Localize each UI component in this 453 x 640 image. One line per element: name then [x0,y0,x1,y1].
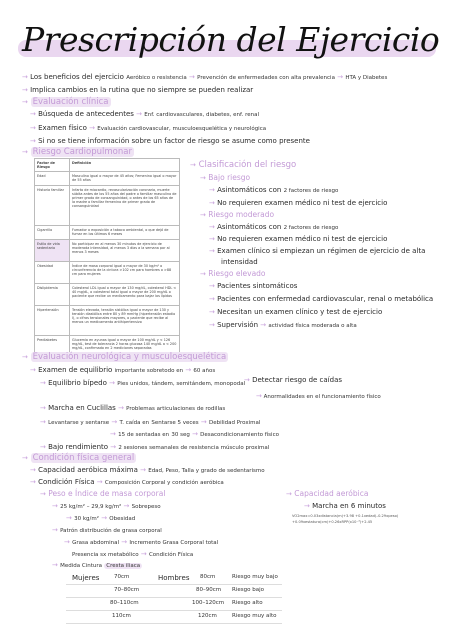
eval-item-3: → Si no se tiene información sobre un factor de riesgo se asume como presente [30,137,310,145]
peso-p1-detail: Sobrepeso [131,504,161,510]
alto-item-4-text: Supervisión [217,321,259,329]
bajo-item-2-text: No requieren examen médico ni test de ejercicio [217,199,388,207]
neuro-eq: → Equilibrio bípedo → Pies unidos, tándem, semitándem, monopodal [40,379,246,387]
neuro-eq-c-text: Detectar riesgo de caídas [252,376,343,384]
cap-c1-text: Marcha en 6 minutos [312,502,386,510]
neuro-eq-text: Equilibrio bípedo [48,379,107,387]
hombres-label: Hombres [158,574,190,582]
mod-item-3b [221,258,258,266]
table-cell: Hipertensión [35,306,70,336]
neuro-eq-c: → Detectar riesgo de caídas [244,376,343,384]
table-cell: Masculino igual o mayor de 45 años; Femenino igual o mayor de 55 años [70,172,180,186]
alto-item-1: → Pacientes sintomáticos [209,282,298,290]
neuro-m3: → 15 de sentadas en 30 seg → Desacondicionamiento físico [110,430,279,438]
table-cell: Edad [35,172,70,186]
bajo-heading: → Bajo riesgo [200,173,251,182]
cintura-divider [66,623,282,624]
alto-item-3-text: Necesitan un examen clínico y test de ejercicio [217,308,383,316]
mujeres-val-3: 110cm [112,613,131,619]
peso-p2-detail: Obesidad [109,516,136,522]
table-row [35,262,180,284]
eval-item-3-text: Si no se tiene información sobre un factor de riesgo se asume como presente [38,137,310,145]
neuro-m1-text: Marcha en Cuclillas [48,404,116,412]
page-title: Prescripción del Ejercicio [22,20,440,59]
riesgo-val-3: Riesgo muy alto [232,613,277,619]
neuro-eq-d-text: Anormalidades en el funcionamiento físico [263,394,381,400]
table-header: Factor de Riesgo [35,159,70,172]
benefits-text: Los beneficios del ejercicio [30,73,124,81]
cond-c2: → Condición Física → Composición Corporal y condición aeróbica [30,478,224,486]
table-cell: Tensión elevada, tensión sistólica igual o mayor de 130 y tensión diastólica entre 80 y 89 mmHg (hipertensión estadio I), o cifras tensionales mayores, o paciente que recibe al menos un medicamento antihipertensivo [70,306,180,336]
alto-heading-text: Riesgo elevado [208,269,266,278]
bajo-heading-text: Bajo riesgo [208,173,251,182]
peso-p3: → Patrón distribución de grasa corporal [52,526,162,534]
peso-heading: → Peso e Índice de masa corporal [40,489,166,498]
cond-heading-text: Condición física general [32,453,135,463]
peso-p6-detail: Cresta iliaca [106,563,141,569]
eval-item-2-detail: Evaluación cardiovascular, musculoesquelética y neurológica [97,126,267,132]
neuro-m4-text: Bajo rendimiento [48,443,109,451]
cond-c2-detail: Composición Corporal y condición aeróbica [104,480,224,486]
mujeres-val-0: 70cm [114,574,130,580]
alto-item-4: → Supervisión → actividad física moderada o alta [209,321,357,329]
benefits-diseases: HTA y Diabetes [345,75,388,81]
neuro-m3-c: Desacondicionamiento físico [200,432,279,438]
neuro-heading-text: Evaluación neurológica y musculoesquelética [32,352,227,362]
alto-item-2-text: Pacientes con enfermedad cardiovascular, renal o metabólica [217,295,434,303]
cintura-divider [66,584,282,585]
neuro-a-age: 60 años [193,368,216,374]
alto-item-4-detail: actividad física moderada o alta [268,323,357,329]
neuro-a: → Examen de equilibrio importante sobretodo en → 60 años [30,366,216,374]
peso-p6: → Medida Cintura Cresta iliaca [52,561,141,569]
neuro-m2: → Levantarse y sentarse → T. caída en Sentarse 5 veces → Debilidad Proximal [40,418,261,426]
hombres-val-3: 120cm [198,613,217,619]
neuro-m3-b: 30 seg [171,432,190,438]
table-cell: Fumador o exposición a tabaco ambiental, o que dejó de fumar en los últimos 6 meses [70,226,180,240]
peso-p5-text: Presencia sx metabólico [72,552,139,558]
neuro-m4: → Bajo rendimiento → 2 sesiones semanales de resistencia músculo proximal [40,443,270,451]
table-row [35,240,180,262]
table-cell: Prediabetes [35,336,70,362]
cap-heading: → Capacidad aeróbica [286,489,369,498]
peso-p4-detail: Incremento Grasa Corporal total [129,540,219,546]
mod-item-1-text: Asintomáticos con [217,223,282,231]
table-header: Definición [70,159,180,172]
eval-item-2-text: Examen físico [38,124,87,132]
eval-item-1-detail: Enf. cardiovasculares, diabetes, enf. renal [144,112,259,118]
benefits-type: Aeróbico o resistencia [126,75,187,81]
mod-item-2: → No requieren examen médico ni test de ejercicio [209,235,388,243]
eval-heading: → Evaluación clínica [22,97,109,107]
alto-item-3: → Necesitan un examen clínico y test de ejercicio [209,308,383,316]
bajo-item-1-text: Asintomáticos con [217,186,282,194]
neuro-a-detail: importante sobretodo en [114,368,184,374]
table-cell: Infarto de miocardio, revascularización coronaria, muerte súbita antes de los 55 años del padre o familiar masculino de primer grado de consanguinidad, o antes de los 65 años de la madre o familiar femenino de primer grado de consanguinidad [70,186,180,226]
cond-c2-text: Condición Física [38,478,95,486]
table-cell: Historia familiar [35,186,70,226]
hombres-val-1: 80–90cm [196,587,222,593]
table-row [35,186,180,226]
cond-c1-text: Capacidad aeróbica máxima [38,466,138,474]
table-cell: Obesidad [35,262,70,284]
mod-heading-text: Riesgo moderado [208,210,275,219]
routine-text: Implica cambios en la rutina que no siempre se pueden realizar [30,86,254,94]
peso-p4-text: Grasa abdominal [72,540,119,546]
cap-c1: → Marcha en 6 minutos [304,502,386,510]
neuro-eq-d: → Anormalidades en el funcionamiento físico [256,392,381,400]
cap-c2: VO2max=0.03xdistancia(m)+3.98 +0.1xedad(–0.29xpeso) [292,514,399,518]
peso-p1-text: 25 kg/m² – 29,9 kg/m² [60,504,122,510]
benefits-prevention: Prevención de enfermedades con alta prevalencia [197,75,335,81]
peso-heading-text: Peso e Índice de masa corporal [48,489,166,498]
riesgo-heading: → Riesgo Cardiopulmonar [22,147,132,157]
cap-c3: +0.09xestatura(cm)+0.26xRPP(x10⁻³)+2.45 [292,520,373,524]
neuro-a-text: Examen de equilibrio [38,366,113,374]
peso-p6-text: Medida Cintura [60,563,102,569]
neuro-m4-detail: 2 sesiones semanales de resistencia músculo proximal [118,445,270,451]
cintura-mujeres-label [72,574,99,582]
neuro-m2-c: Sentarse 5 veces [151,420,199,426]
alto-heading: → Riesgo elevado [200,269,266,278]
mod-item-2-text: No requieren examen médico ni test de ejercicio [217,235,388,243]
neuro-m2-text: Levantarse y sentarse [48,420,110,426]
clas-heading: → Clasificación del riesgo [190,160,297,170]
eval-item-1: → Búsqueda de antecedentes → Enf. cardiovasculares, diabetes, enf. renal [30,110,259,118]
cintura-divider [66,597,282,598]
clas-heading-text: Clasificación del riesgo [198,160,297,170]
riesgo-heading-text: Riesgo Cardiopulmonar [32,147,132,157]
eval-item-1-text: Búsqueda de antecedentes [38,110,134,118]
cond-c1-detail: Edad, Peso, Talla y grado de sedentarismo [148,468,265,474]
risk-factors-table [34,158,180,362]
peso-p2-text: 30 kg/m² [74,516,99,522]
hombres-val-2: 100–120cm [192,600,225,606]
cintura-divider [66,610,282,611]
peso-p2: → 30 kg/m² → Obesidad [66,514,136,522]
bajo-item-1-detail: 2 factores de riesgo [283,188,339,194]
neuro-heading: → Evaluación neurológica y musculoesquelética [22,352,227,362]
benefits-line: → Los beneficios del ejercicio Aeróbico o resistencia → Prevención de enfermedades con alta prevalencia → HTA y Diabetes [22,73,388,81]
bajo-item-1: → Asintomáticos con 2 factores de riesgo [209,186,339,194]
table-row [35,306,180,336]
mujeres-label: Mujeres [72,574,100,582]
bajo-item-2: → No requieren examen médico ni test de ejercicio [209,199,388,207]
peso-p5: Presencia sx metabólico → Condición Física [72,550,194,558]
table-row [35,172,180,186]
alto-item-1-text: Pacientes sintomáticos [217,282,298,290]
mod-item-3: → Examen clínico si empiezan un régimen de ejercicio de alta [209,247,426,255]
mod-item-1: → Asintomáticos con 2 factores de riesgo [209,223,339,231]
routine-line: → Implica cambios en la rutina que no siempre se pueden realizar [22,86,254,94]
peso-p3-text: Patrón distribución de grasa corporal [60,528,162,534]
mod-heading: → Riesgo moderado [200,210,275,219]
mod-item-3-text: Examen clínico si empiezan un régimen de ejercicio de alta [217,247,426,255]
peso-p5-detail: Condición Física [148,552,194,558]
neuro-m2-b: T. caída en [119,420,150,426]
table-cell: Colesterol LDL igual o mayor de 130 mg/dL, colesterol HDL < 40 mg/dL, o colesterol total igual o mayor de 200 mg/dL o paciente que recibe un medicamento para bajar los lípidos [70,284,180,306]
riesgo-val-0: Riesgo muy bajo [232,574,278,580]
cap-heading-text: Capacidad aeróbica [294,489,369,498]
mod-item-3b-text: intensidad [221,258,258,266]
neuro-m2-d: Debilidad Proximal [208,420,261,426]
neuro-m1: → Marcha en Cuclillas → Problemas articulaciones de rodillas [40,404,226,412]
alto-item-2: → Pacientes con enfermedad cardiovascular, renal o metabólica [209,295,434,303]
table-cell: Índice de masa corporal igual o mayor de 30 kg/m² o circunferencia de la cintura >102 cm para hombres o >88 cm para mujeres [70,262,180,284]
table-cell: Cigarrillo [35,226,70,240]
table-cell: No participar en al menos 30 minutos de ejercicio de moderada intensidad, al menos 3 días a la semana por al menos 3 meses [70,240,180,262]
peso-p4: → Grasa abdominal → Incremento Grasa Corporal total [64,538,219,546]
table-row [35,284,180,306]
neuro-m3-text: 15 de sentadas en [118,432,170,438]
mujeres-val-1: 70–80cm [114,587,140,593]
table-cell: Glucemia en ayunas igual o mayor de 100 mg/dL y < 126 mg/dL, test de tolerancia 2 horas glucosa 140 mg/dL a < 200 mg/dL, confirmado en 2 mediciones separadas [70,336,180,362]
eval-heading-text: Evaluación clínica [32,97,109,107]
table-cell: Estilo de vida sedentario [35,240,70,262]
cond-c1: → Capacidad aeróbica máxima → Edad, Peso, Talla y grado de sedentarismo [30,466,265,474]
riesgo-val-2: Riesgo alto [232,600,263,606]
eval-item-2: → Examen físico → Evaluación cardiovascular, musculoesquelética y neurológica [30,124,267,132]
riesgo-val-1: Riesgo bajo [232,587,264,593]
neuro-m1-detail: Problemas articulaciones de rodillas [126,406,226,412]
mod-item-1-detail: 2 factores de riesgo [283,225,339,231]
cintura-hombres-label [158,574,190,582]
mujeres-val-2: 80–110cm [110,600,139,606]
table-row [35,226,180,240]
neuro-eq-detail: Pies unidos, tándem, semitándem, monopodal [117,381,246,387]
peso-p1: → 25 kg/m² – 29,9 kg/m² → Sobrepeso [52,502,161,510]
hombres-val-0: 80cm [200,574,216,580]
table-cell: Dislipidemia [35,284,70,306]
cond-heading: → Condición física general [22,453,135,463]
